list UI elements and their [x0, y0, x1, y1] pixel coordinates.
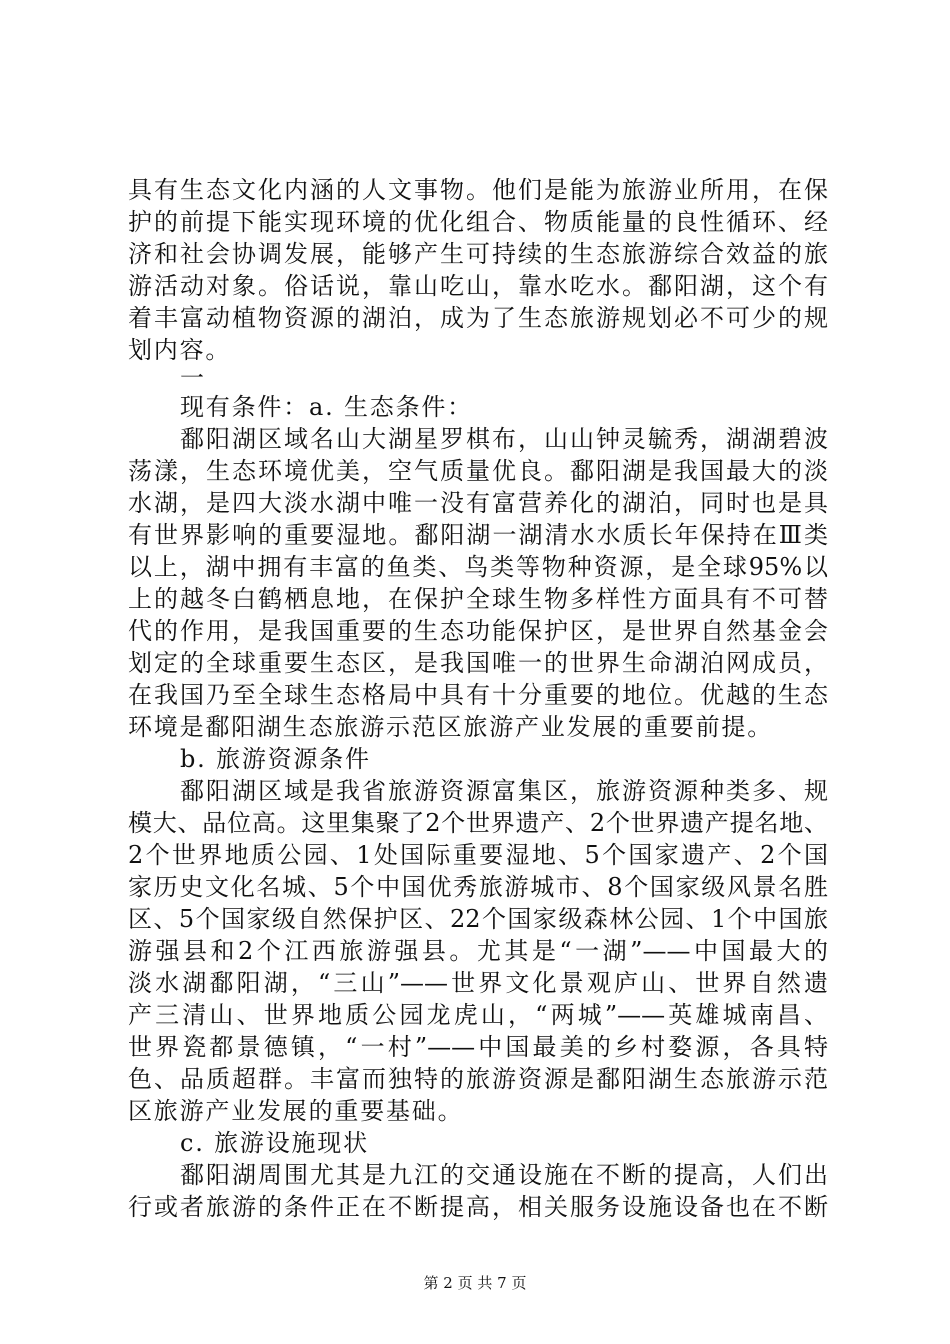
paragraph-line: 鄱阳湖周围尤其是九江的交通设施在不断的提高，人们出: [180, 1161, 828, 1189]
paragraph-line: 划内容。: [128, 336, 232, 364]
paragraph-line: 荡漾，生态环境优美，空气质量优良。鄱阳湖是我国最大的淡: [128, 457, 828, 485]
paragraph-line: 行或者旅游的条件正在不断提高，相关服务设施设备也在不断: [128, 1193, 828, 1221]
paragraph-line: 具有生态文化内涵的人文事物。他们是能为旅游业所用，在保: [128, 176, 828, 204]
subsection-heading: b. 旅游资源条件: [180, 745, 371, 773]
paragraph-line: 2个世界地质公园、1处国际重要湿地、5个国家遗产、2个国: [128, 841, 828, 869]
paragraph-line: 济和社会协调发展，能够产生可持续的生态旅游综合效益的旅: [128, 240, 828, 268]
paragraph-line: 游强县和2个江西旅游强县。尤其是“一湖”——中国最大的: [128, 937, 828, 965]
intro-paragraph: [128, 174, 828, 366]
page-number-footer: 第 2 页 共 7 页: [423, 1274, 527, 1292]
paragraph-line: 水湖，是四大淡水湖中唯一没有富营养化的湖泊，同时也是具: [128, 489, 828, 517]
paragraph-line: 淡水湖鄱阳湖，“三山”——世界文化景观庐山、世界自然遗: [128, 969, 828, 997]
subsection-tourism-facilities: [128, 1127, 828, 1223]
paragraph-line: 家历史文化名城、5个中国优秀旅游城市、8个国家级风景名胜: [128, 873, 828, 901]
paragraph-line: 区、5个国家级自然保护区、22个国家级森林公园、1个中国旅: [128, 905, 828, 933]
paragraph-line: 环境是鄱阳湖生态旅游示范区旅游产业发展的重要前提。: [128, 713, 773, 741]
paragraph-line: 产三清山、世界地质公园龙虎山，“两城”——英雄城南昌、: [128, 1001, 828, 1029]
paragraph-line: 游活动对象。俗话说，靠山吃山，靠水吃水。鄱阳湖，这个有: [128, 272, 828, 300]
paragraph-line: 鄱阳湖区域是我省旅游资源富集区，旅游资源种类多、规: [180, 777, 828, 805]
paragraph-line: 着丰富动植物资源的湖泊，成为了生态旅游规划必不可少的规: [128, 304, 828, 332]
subsection-heading: 现有条件：a. 生态条件：: [180, 393, 473, 421]
subsection-ecology: [128, 391, 828, 743]
paragraph-line: 鄱阳湖区域名山大湖星罗棋布，山山钟灵毓秀，湖湖碧波: [180, 425, 828, 453]
paragraph-line: 在我国乃至全球生态格局中具有十分重要的地位。优越的生态: [128, 681, 828, 709]
subsection-tourism-resources: [128, 743, 828, 1127]
paragraph-line: 世界瓷都景德镇，“一村”——中国最美的乡村婺源，各具特: [128, 1033, 828, 1061]
paragraph-line: 以上，湖中拥有丰富的鱼类、鸟类等物种资源，是全球95%以: [128, 553, 828, 581]
subsection-heading: c. 旅游设施现状: [180, 1129, 369, 1157]
paragraph-line: 有世界影响的重要湿地。鄱阳湖一湖清水水质长年保持在Ⅲ类: [128, 521, 828, 549]
paragraph-line: 上的越冬白鹤栖息地，在保护全球生物多样性方面具有不可替: [128, 585, 828, 613]
document-body: [128, 174, 828, 1223]
paragraph-line: 代的作用，是我国重要的生态功能保护区，是世界自然基金会: [128, 617, 828, 645]
paragraph-line: 划定的全球重要生态区，是我国唯一的世界生命湖泊网成员，: [128, 649, 828, 677]
paragraph-line: 色、品质超群。丰富而独特的旅游资源是鄱阳湖生态旅游示范: [128, 1065, 828, 1093]
section-number: 一: [180, 366, 206, 391]
paragraph-line: 区旅游产业发展的重要基础。: [128, 1097, 464, 1125]
paragraph-line: 模大、品位高。这里集聚了2个世界遗产、2个世界遗产提名地、: [128, 809, 828, 837]
paragraph-line: 护的前提下能实现环境的优化组合、物质能量的良性循环、经: [128, 208, 828, 236]
